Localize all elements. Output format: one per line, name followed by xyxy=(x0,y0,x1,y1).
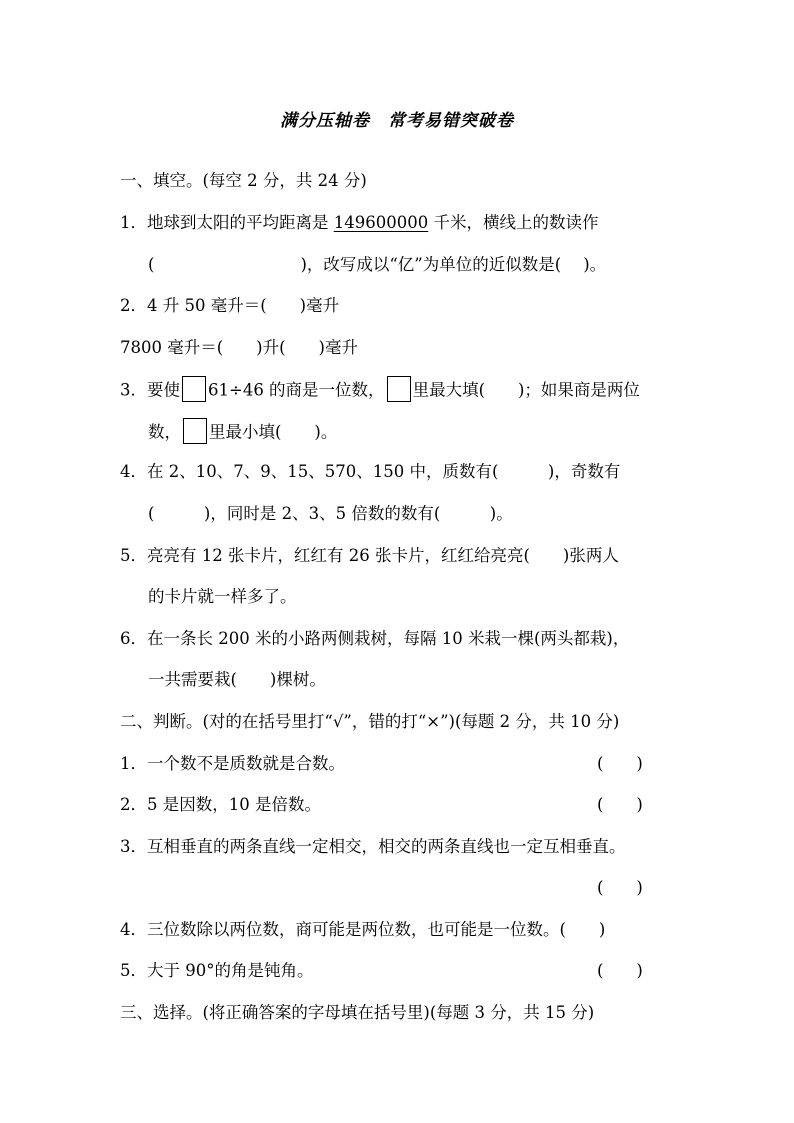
question-6-line-1: 6．在一条长 200 米的小路两侧栽树，每隔 10 米栽一棵(两头都栽)， xyxy=(120,629,630,648)
judge-item-4: 4．三位数除以两位数，商可能是两位数，也可能是一位数。( ) xyxy=(120,920,606,939)
question-1-line-2: ( )，改写成以“亿”为单位的近似数是( )。 xyxy=(148,255,607,274)
judge-item-5: 5．大于 90°的角是钝角。 xyxy=(120,961,314,980)
question-5-line-1: 5．亮亮有 12 张卡片，红红有 26 张卡片，红红给亮亮( )张两人 xyxy=(120,546,619,565)
judge-item-1: 1．一个数不是质数就是合数。 xyxy=(120,754,345,773)
title-part-1: 满分压轴卷 xyxy=(280,111,370,131)
judge-item-2: 2．5 是因数，10 是倍数。 xyxy=(120,795,321,814)
digit-box[interactable] xyxy=(183,418,207,444)
question-2-line-1: 2．4 升 50 毫升＝( )毫升 xyxy=(120,296,340,315)
title-part-2: 常考易错突破卷 xyxy=(388,111,514,131)
question-5-line-2: 的卡片就一样多了。 xyxy=(148,587,297,606)
judge-answer-1[interactable]: ( ) xyxy=(597,754,643,773)
question-3-line-2: 数， 里最小填( )。 xyxy=(148,420,337,446)
judge-item-3: 3．互相垂直的两条直线一定相交，相交的两条直线也一定互相垂直。 xyxy=(120,837,626,856)
judge-answer-3[interactable]: ( ) xyxy=(597,878,643,897)
judge-answer-5[interactable]: ( ) xyxy=(597,961,643,980)
question-1-line-1: 1．地球到太阳的平均距离是 149600000 千米，横线上的数读作 xyxy=(120,213,599,232)
page-title xyxy=(0,106,794,131)
digit-box[interactable] xyxy=(387,376,411,402)
judge-answer-2[interactable]: ( ) xyxy=(597,795,643,814)
digit-box[interactable] xyxy=(182,376,206,402)
question-6-line-2: 一共需要栽( )棵树。 xyxy=(148,670,326,689)
question-4-line-1: 4．在 2、10、7、9、15、570、150 中，质数有( )，奇数有 xyxy=(120,462,621,481)
section-2-heading: 二、判断。(对的在括号里打“√”，错的打“×”)(每题 2 分，共 10 分) xyxy=(120,712,620,731)
question-2-line-2: 7800 毫升＝( )升( )毫升 xyxy=(120,338,358,357)
question-4-line-2: ( )，同时是 2、3、5 倍数的数有( )。 xyxy=(148,504,513,523)
section-1-heading: 一、填空。(每空 2 分，共 24 分) xyxy=(120,171,367,190)
distance-number: 149600000 xyxy=(333,213,429,232)
question-3-line-1: 3．要使 61÷46 的商是一位数， 里最大填( )；如果商是两位 xyxy=(120,378,640,404)
section-3-heading: 三、选择。(将正确答案的字母填在括号里)(每题 3 分，共 15 分) xyxy=(120,1003,595,1022)
